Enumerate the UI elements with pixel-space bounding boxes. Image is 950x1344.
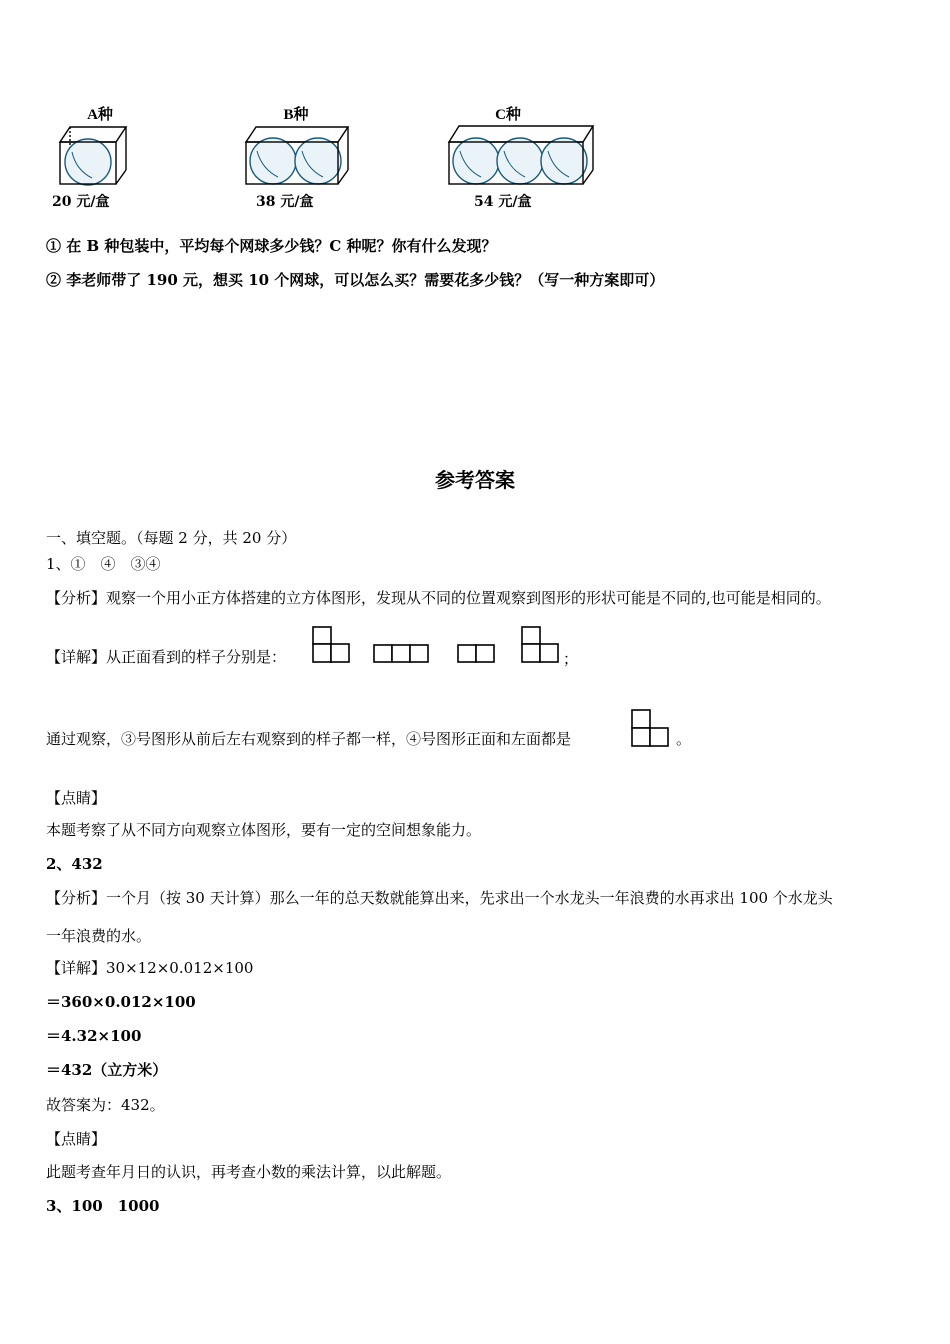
- view-2: [374, 645, 428, 662]
- answer-1-head: 1、① ④ ③④: [46, 555, 161, 573]
- view-front-left-4: [632, 710, 668, 746]
- answer-3-head: 3、100 1000: [46, 1197, 160, 1215]
- answer-2-step-2: ＝4.32×100: [46, 1027, 142, 1045]
- answer-2-tip: 此题考查年月日的认识，再考查小数的乘法计算，以此解题。: [46, 1163, 452, 1181]
- answer-2-analysis-1: 【分析】一个月（按 30 天计算）那么一年的总天数就能算出来，先求出一个水龙头一年浪费的水再求出 100 个水龙头: [46, 889, 833, 907]
- answer-2-tip-label: 【点睛】: [46, 1130, 107, 1148]
- answer-2-head: 2、432: [46, 855, 103, 873]
- answer-2-step-3: ＝432（立方米）: [46, 1061, 168, 1079]
- answer-1-observe-end: 。: [676, 730, 692, 748]
- answer-1-detail-end: ；: [563, 650, 579, 668]
- package-b-label: B种: [283, 107, 309, 123]
- question-2: ② 李老师带了 190 元，想买 10 个网球，可以怎么买？需要花多少钱？（写一种方案即可）: [46, 271, 665, 289]
- view-3: [458, 645, 494, 662]
- answer-2-analysis-2: 一年浪费的水。: [46, 927, 152, 945]
- answer-title: 参考答案: [435, 468, 515, 492]
- answer-1-tip-label: 【点睛】: [46, 789, 107, 807]
- view-1: [313, 627, 349, 662]
- answer-2-detail: 【详解】30×12×0.012×100: [46, 959, 254, 977]
- package-a-price: 20 元/盒: [52, 194, 110, 210]
- package-a-label: A种: [87, 107, 113, 123]
- answer-2-conclusion: 故答案为：432。: [46, 1096, 165, 1114]
- question-1: ① 在 B 种包装中，平均每个网球多少钱？C 种呢？你有什么发现？: [46, 237, 497, 255]
- answer-1-analysis: 【分析】观察一个用小正方体搭建的立方体图形，发现从不同的位置观察到图形的形状可能是不同的,也可能是相同的。: [46, 589, 831, 607]
- package-c-price: 54 元/盒: [474, 194, 532, 210]
- answer-1-observe: 通过观察，③号图形从前后左右观察到的样子都一样，④号图形正面和左面都是: [46, 730, 572, 748]
- answer-1-tip: 本题考察了从不同方向观察立体图形，要有一定的空间想象能力。: [46, 821, 482, 839]
- answer-2-step-1: ＝360×0.012×100: [46, 993, 196, 1011]
- answer-1-detail: 【详解】从正面看到的样子分别是：: [46, 648, 287, 666]
- section-heading: 一、填空题。（每题 2 分，共 20 分）: [46, 529, 297, 547]
- view-4: [522, 627, 558, 662]
- package-c-label: C种: [495, 107, 521, 123]
- package-b-price: 38 元/盒: [256, 194, 314, 210]
